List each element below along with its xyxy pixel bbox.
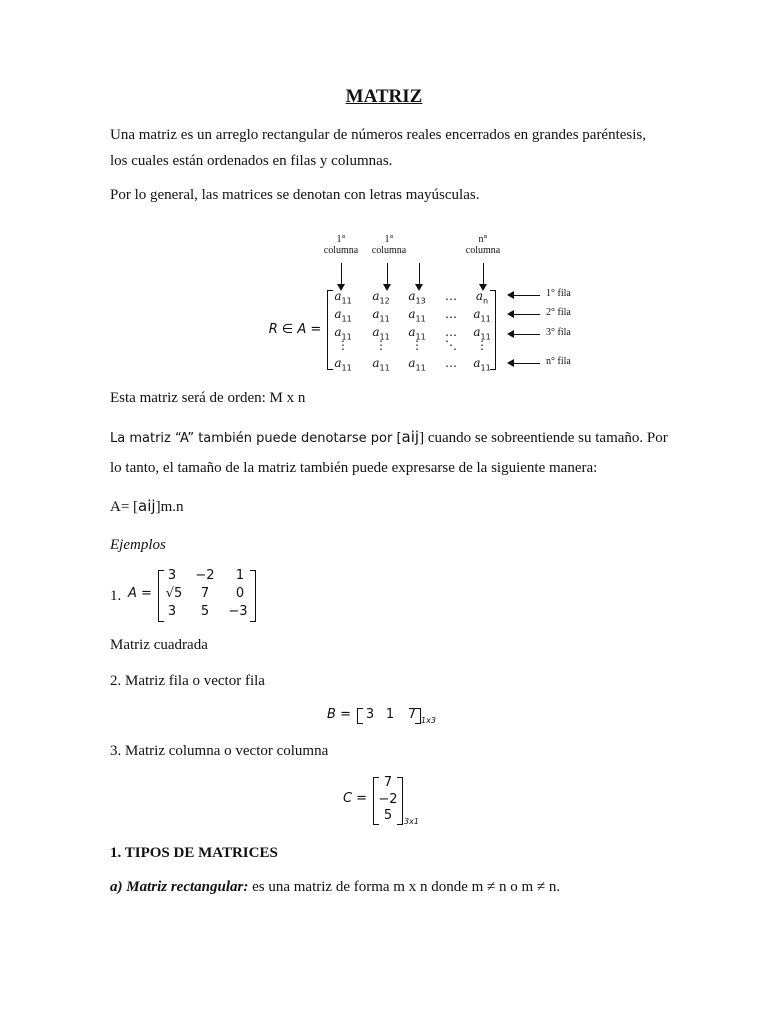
matrix-cell: $a_{11}$	[408, 325, 426, 342]
example-2-lhs: B =	[327, 707, 351, 722]
matrix-cell: $a_{11}$	[408, 307, 426, 324]
matrix-cell: $a_{11}$	[334, 356, 352, 373]
matrix-cell: 5	[383, 808, 393, 823]
matrix-cell: √5	[165, 586, 183, 601]
matrix-cell: 7	[200, 586, 210, 601]
order-text: Esta matriz será de orden: M x n	[110, 390, 306, 406]
left-arrow-icon	[513, 334, 540, 335]
example-1-label: 1.	[110, 588, 122, 604]
matrix-cell: 1	[235, 568, 245, 583]
matrix-cell: 3	[365, 707, 375, 722]
left-arrow-icon	[513, 363, 540, 364]
matrix-cell: ⋮	[375, 338, 387, 352]
matrix-cell: 1	[385, 707, 395, 722]
matrix-cell: $a_{11}$	[334, 307, 352, 324]
section-heading: 1. TIPOS DE MATRICES	[110, 845, 278, 861]
left-arrow-icon	[513, 295, 540, 296]
matrix-cell: …	[445, 356, 457, 370]
example-3-lhs: C =	[342, 791, 368, 806]
matrix-cell: 3	[167, 568, 177, 583]
matrix-cell: 0	[235, 586, 245, 601]
matrix-cell: ⋮	[476, 338, 488, 352]
matrix-cell: $a_{13}$	[408, 289, 426, 306]
matrix-cell: $a_{11}$	[334, 289, 352, 306]
matrix-cell: $a_{11}$	[473, 307, 491, 324]
intro-line-3: Por lo general, las matrices se denotan con letras mayúsculas.	[110, 187, 480, 203]
matrix-cell: $a_{11}$	[473, 325, 491, 342]
down-arrow-icon	[483, 263, 484, 285]
matrix-cell: 3	[167, 604, 177, 619]
item-a-text: es una matriz de forma m x n donde m ≠ n o m ≠ n.	[248, 879, 561, 895]
down-arrow-icon	[419, 263, 420, 285]
examples-heading: Ejemplos	[110, 537, 166, 553]
example-1-caption: Matriz cuadrada	[110, 637, 208, 653]
matrix-cell: …	[445, 307, 457, 321]
matrix-lhs: R ∈ A =	[268, 322, 322, 337]
matrix-cell: …	[445, 325, 457, 339]
col-label-n: n° columna	[465, 234, 501, 256]
item-a-term: a) Matriz rectangular:	[110, 879, 249, 895]
matrix-cell: $a_n$	[475, 289, 489, 306]
col-label-2: 1° columna	[371, 234, 407, 256]
row-label-1: 1° fila	[546, 288, 571, 299]
matrix-cell: $a_{11}$	[408, 356, 426, 373]
item-a	[110, 878, 560, 896]
matrix-cell: $a_{12}$	[372, 289, 390, 306]
matrix-cell: $a_{11}$	[372, 307, 390, 324]
page-title: MATRIZ	[345, 86, 423, 107]
intro-line-2: los cuales están ordenados en filas y columnas.	[110, 153, 393, 169]
example-2-label: 2. Matriz fila o vector fila	[110, 673, 265, 689]
row-label-2: 2° fila	[546, 307, 571, 318]
matrix-cell: −2	[195, 568, 215, 583]
matrix-cell: ⋮	[411, 338, 423, 352]
matrix-cell: 7	[383, 775, 393, 790]
intro-line-1: Una matriz es un arreglo rectangular de números reales encerrados en grandes paréntesis,	[110, 127, 647, 143]
matrix-cell: $a_{11}$	[334, 325, 352, 342]
example-3-order: 3x1	[404, 817, 419, 826]
denote-line-1: La matriz “A” también puede denotarse por [aij] cuando se sobreentiende su tamaño. Por	[110, 428, 668, 446]
matrix-cell: 7	[407, 707, 417, 722]
matrix-cell: $a_{11}$	[473, 356, 491, 373]
left-arrow-icon	[513, 314, 540, 315]
down-arrow-icon	[387, 263, 388, 285]
matrix-cell: ⋮	[337, 338, 349, 352]
example-3-label: 3. Matriz columna o vector columna	[110, 743, 329, 759]
down-arrow-icon	[341, 263, 342, 285]
col-label-1: 1° columna	[323, 234, 359, 256]
matrix-cell: ⋱	[445, 338, 457, 352]
row-label-n: n° fila	[546, 356, 571, 367]
row-label-3: 3° fila	[546, 327, 571, 338]
example-2-order: 1x3	[421, 716, 436, 725]
matrix-cell: $a_{11}$	[372, 325, 390, 342]
matrix-cell: $a_{11}$	[372, 356, 390, 373]
example-1-lhs: A =	[128, 586, 152, 601]
notation-formula: A= [aij]m.n	[110, 497, 184, 515]
denote-line-2: lo tanto, el tamaño de la matriz también puede expresarse de la siguiente manera:	[110, 460, 598, 476]
matrix-cell: 5	[200, 604, 210, 619]
matrix-cell: −2	[378, 792, 398, 807]
matrix-cell: −3	[228, 604, 248, 619]
matrix-cell: …	[445, 289, 457, 303]
